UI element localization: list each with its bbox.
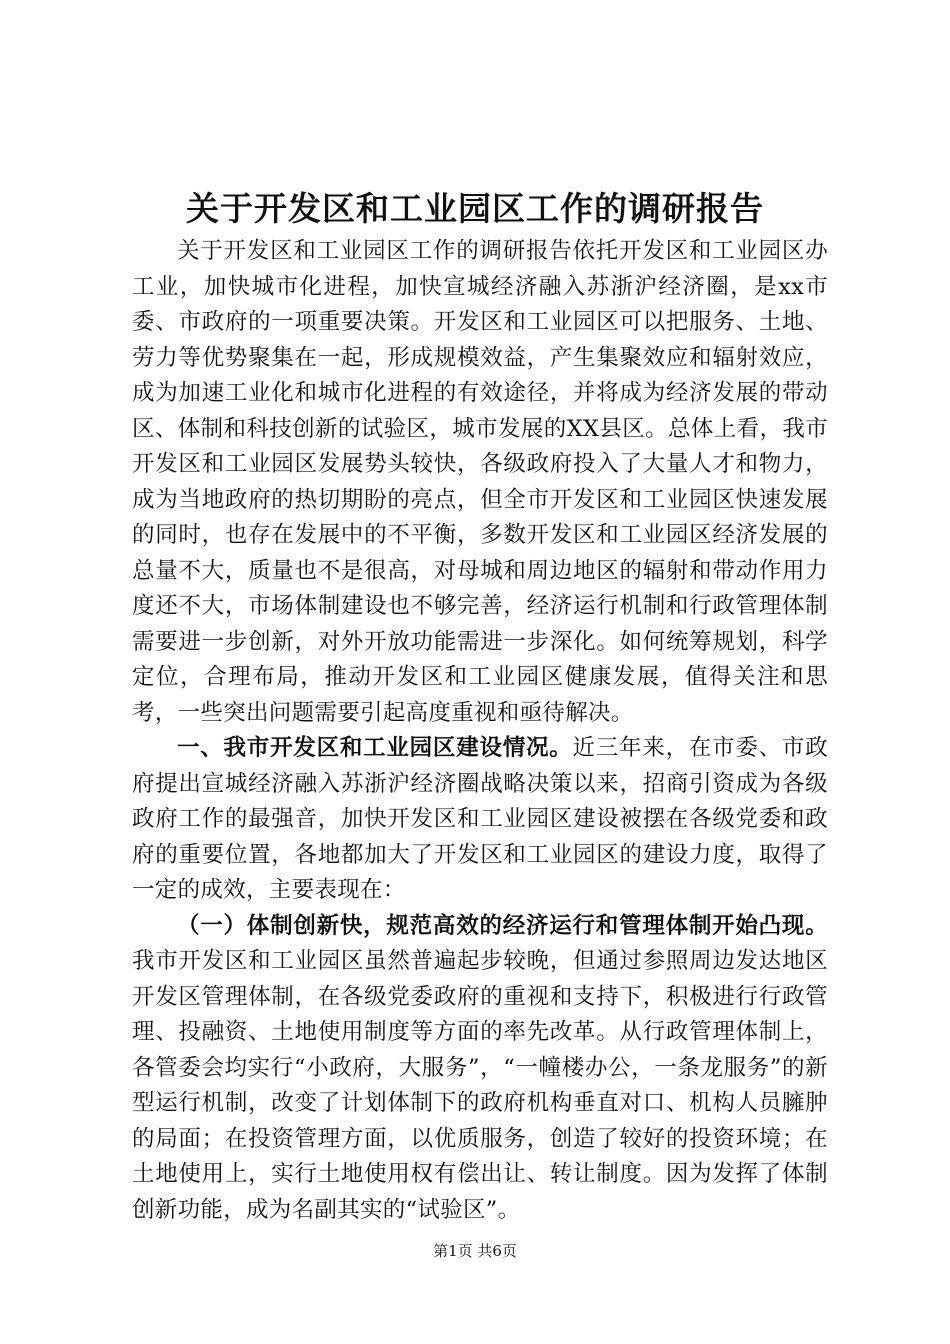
- section-one-paragraph: [132, 731, 828, 909]
- subsection-heading: （一）体制创新快，规范高效的经济运行和管理体制开始凸现。: [177, 912, 828, 939]
- paragraph-text: 关于开发区和工业园区工作的调研报告依托开发区和工业园区办工业，加快城市化进程，加快宣城经济融入苏浙沪经济圈，是xx市委、市政府的一项重要决策。开发区和工业园区可以把服务、土地、劳力等优势聚集在一起，形成规模效益，产生集聚效应和辐射效应，成为加速工业化和城市化进程的有效途径，并将成为经济发展的带动区、体制和科技创新的试验区，城市发展的XX县区。总体上看，我市开发区和工业园区发展势头较快，各级政府投入了大量人才和物力，成为当地政府的热切期盼的亮点，但全市开发区和工业园区快速发展的同时，也存在发展中的不平衡，多数开发区和工业园区经济发展的总量不大，质量也不是很高，对母城和周边地区的辐射和带动作用力度还不大，市场体制建设也不够完善，经济运行机制和行政管理体制需要进一步创新，对外开放功能需进一步深化。如何统筹规划，科学定位，合理布局，推动开发区和工业园区健康发展，值得关注和思考，一些突出问题需要引起高度重视和亟待解决。: [132, 238, 828, 726]
- section-heading: 一、我市开发区和工业园区建设情况。: [177, 735, 573, 761]
- subsection-one-paragraph: [132, 909, 828, 1229]
- document-body: [132, 234, 828, 1228]
- page-footer: 第1页 共6页: [433, 1242, 517, 1260]
- paragraph-text: 我市开发区和工业园区虽然普遍起步较晚，但通过参照周边发达地区开发区管理体制，在各级党委政府的重视和支持下，积极进行行政管理、投融资、土地使用制度等方面的率先改革。从行政管理体制上，各管委会均实行“小政府，大服务”，“一幢楼办公，一条龙服务”的新型运行机制，改变了计划体制下的政府机构垂直对口、机构人员臃肿的局面；在投资管理方面，以优质服务，创造了较好的投资环境；在土地使用上，实行土地使用权有偿出让、转让制度。因为发挥了体制创新功能，成为名副其实的“试验区”。: [132, 948, 828, 1223]
- paragraph-text: 近三年来，在市委、市政府提出宣城经济融入苏浙沪经济圈战略决策以来，招商引资成为各级政府工作的最强音，加快开发区和工业园区建设被摆在各级党委和政府的重要位置，各地都加大了开发区和工业园区的建设力度，取得了一定的成效，主要表现在：: [132, 735, 828, 903]
- document-title: 关于开发区和工业园区工作的调研报告: [186, 189, 764, 228]
- intro-paragraph: [132, 234, 828, 731]
